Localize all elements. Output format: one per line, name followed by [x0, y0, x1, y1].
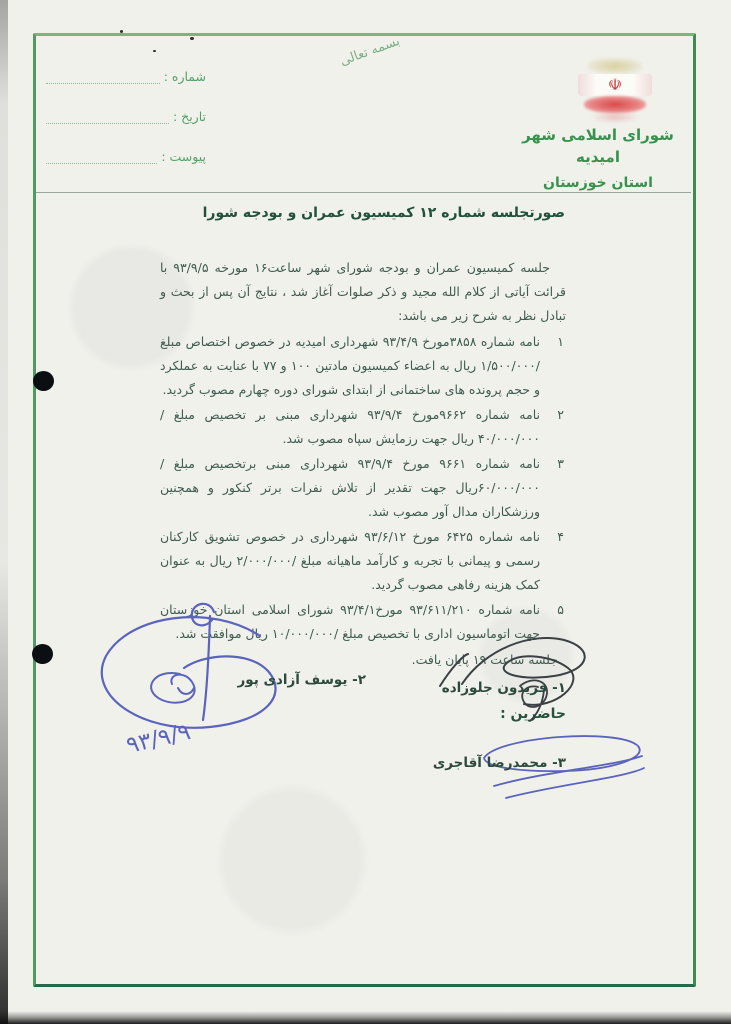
- org-province: استان خوزستان: [543, 175, 653, 191]
- item-1-text: نامه شماره ۳۸۵۸مورخ ۹۳/۴/۹ شهرداری امیدیه در خصوص اختصاص مبلغ /۱/۵۰۰/۰۰۰ ریال به اعضاء کمیسیون مادتین ۱۰۰ و ۷۷ با عنایت به عملکرد و حجم پرونده های ساختمانی از ابتدای شورای دوره چهارم مصوب گردید.: [160, 334, 541, 397]
- item-4-text: نامه شماره ۶۴۲۵ مورخ ۹۳/۶/۱۲ شهرداری در خصوص تشویق کارکنان رسمی و پیمانی با تجربه و کارآمد ماهیانه مبلغ /۲/۰۰۰/۰۰۰ ریال به عنوان کمک هزینه رفاهی مصوب گردید.: [160, 529, 540, 592]
- document-title: صورتجلسه شماره ۱۲ کمیسیون عمران و بودجه شورا: [202, 205, 565, 221]
- attendee-name-2: ۲- یوسف آزادی پور: [237, 672, 366, 688]
- number-field-dots: [46, 69, 160, 84]
- item-5-number: ۵: [557, 602, 564, 617]
- closing-line: جلسه ساعت ۱۹ پایان یافت.: [411, 652, 558, 667]
- attachment-field-dots: [46, 149, 157, 164]
- attendees-heading: حاضرین :: [500, 706, 566, 722]
- scan-edge-shadow-left: [0, 0, 8, 1024]
- minute-item-1: [160, 330, 566, 402]
- header-separator-line: [36, 192, 691, 193]
- item-4-number: ۴: [557, 529, 564, 544]
- scan-speck: [190, 37, 194, 40]
- emblem-white-band: [578, 74, 652, 96]
- hole-punch-bottom: [32, 644, 53, 664]
- scan-speck: [153, 50, 156, 52]
- item-1-number: ۱: [557, 334, 564, 349]
- header-reference-fields: [46, 64, 206, 184]
- item-5-text: نامه شماره ۹۳/۶۱۱/۲۱۰ مورخ۹۳/۴/۱ شورای اسلامی استان خوزستان جهت اتوماسیون اداری با تخصیص مبلغ /۱۰/۰۰۰/۰۰۰ ریال موافقت شد.: [160, 602, 540, 641]
- date-field-dots: [46, 109, 169, 124]
- item-3-number: ۳: [557, 456, 564, 471]
- hole-punch-top: [33, 371, 54, 391]
- minute-item-3: [160, 452, 566, 524]
- emblem-red-fade: [592, 112, 638, 122]
- item-3-text: نامه شماره ۹۶۶۱ مورخ ۹۳/۹/۴ شهرداری مبنی برتخصیص مبلغ /۶۰/۰۰۰/۰۰۰ریال جهت تقدیر از تلاش نفرات برتر کنکور و همچنین ورزشکاران مدال آور مصوب شد.: [160, 456, 540, 519]
- iran-emblem: [574, 56, 656, 128]
- date-field-label: تاریخ :: [172, 109, 206, 124]
- letterhead-organization: [505, 124, 691, 194]
- intro-paragraph: جلسه کمیسیون عمران و بودجه شورای شهر ساعت۱۶ مورخه ۹۳/۹/۵ با قرائت آیاتی از کلام الله مجید و ذکر صلوات آغاز شد ، نتایج آن پس از بحث و تبادل نظر به شرح زیر می باشد:: [160, 260, 566, 323]
- scan-speck: [120, 30, 123, 33]
- signature-jelowzadeh: [428, 626, 613, 726]
- emblem-calligraphy-blur: [588, 58, 642, 74]
- field-row-number: [46, 64, 206, 84]
- allah-emblem-icon: ☫: [607, 75, 623, 94]
- basmala-calligraphy: بسمه تعالی: [338, 33, 402, 70]
- item-2-number: ۲: [557, 407, 564, 422]
- attendee-name-1: ۱- فریدون جلوزاده: [441, 680, 566, 696]
- field-row-attachment: [46, 144, 206, 164]
- emblem-red-band: [584, 96, 646, 113]
- item-2-text: نامه شماره ۹۶۶۲مورخ ۹۳/۹/۴ شهرداری مبنی بر تخصیص مبلغ /۴۰/۰۰۰/۰۰۰ ریال جهت رزمایش سپاه مصوب شد.: [160, 407, 540, 446]
- minute-item-2: [160, 403, 566, 451]
- attendee-name-3: ۳- محمدرضا آقاجری: [432, 755, 566, 771]
- minute-item-4: [160, 525, 566, 597]
- number-field-label: شماره :: [163, 69, 206, 84]
- scan-edge-shadow-bottom: [0, 1011, 731, 1024]
- field-row-date: [46, 104, 206, 124]
- org-name: شورای اسلامی شهر امیدیه: [522, 126, 674, 166]
- handwritten-date: ۹۳/۹/۹: [123, 719, 194, 759]
- attachment-field-label: پیوست :: [161, 149, 206, 164]
